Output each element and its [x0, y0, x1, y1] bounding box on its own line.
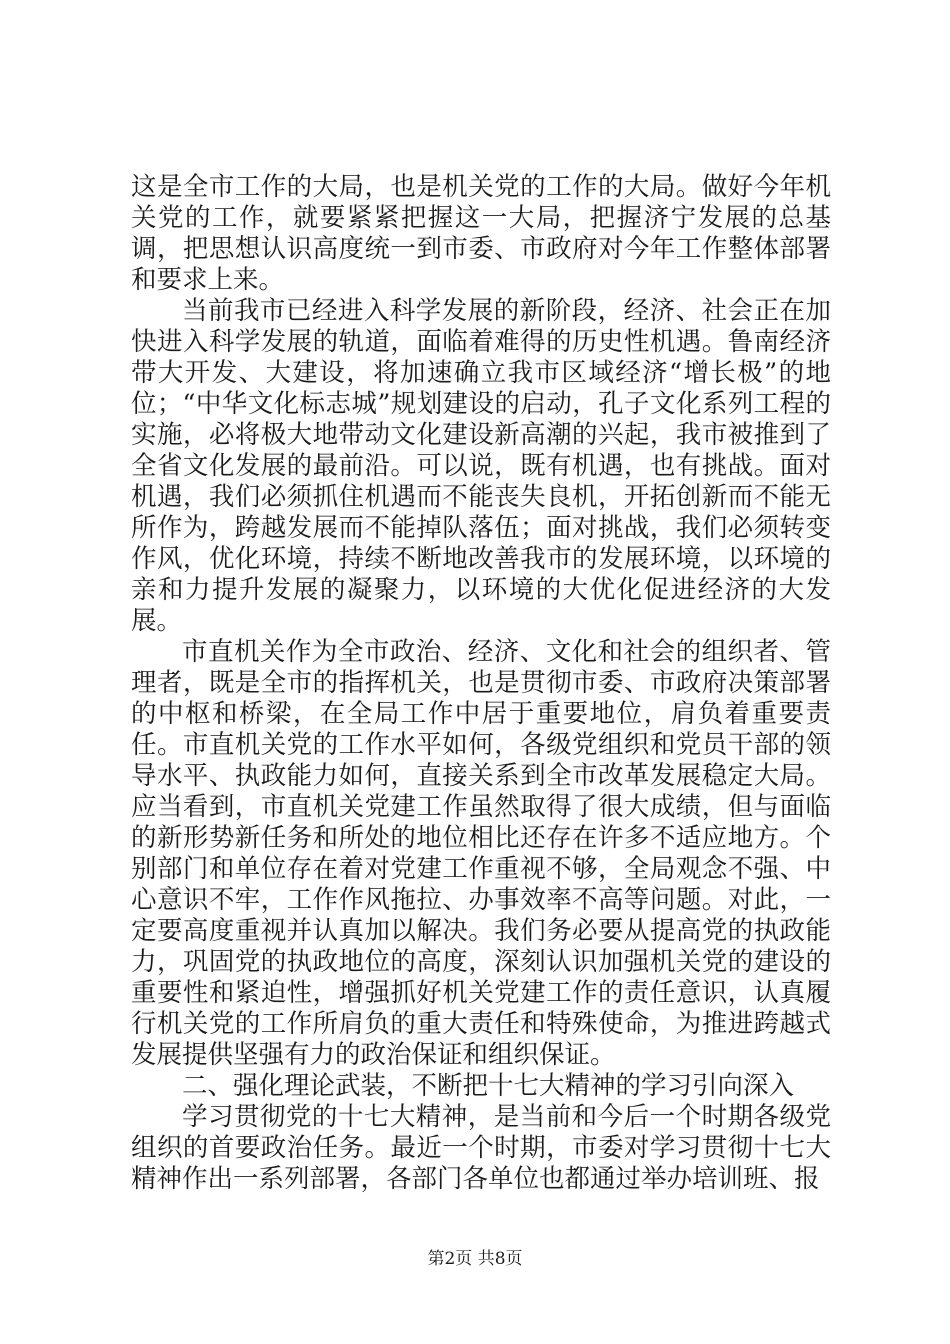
- paragraph-1: 这是全市工作的大局，也是机关党的工作的大局。做好今年机关党的工作，就要紧紧把握这一大局，把握济宁发展的总基调，把思想认识高度统一到市委、市政府对今年工作整体部署和要求上来。: [131, 172, 831, 295]
- paragraph-3: 市直机关作为全市政治、经济、文化和社会的组织者、管理者，既是全市的指挥机关，也是贯彻市委、市政府决策部署的中枢和桥梁，在全局工作中居于重要地位，肩负着重要责任。市直机关党的工作水平如何，各级党组织和党员干部的领导水平、执政能力如何，直接关系到全市改革发展稳定大局。应当看到，市直机关党建工作虽然取得了很大成绩，但与面临的新形势新任务和所处的地位相比还存在许多不适应地方。个别部门和单位存在着对党建工作重视不够，全局观念不强、中心意识不牢，工作作风拖拉、办事效率不高等问题。对此，一定要高度重视并认真加以解决。我们务必要从提高党的执政能力，巩固党的执政地位的高度，深刻认识加强机关党的建设的重要性和紧迫性，增强抓好机关党建工作的责任意识，认真履行机关党的工作所肩负的重大责任和特殊使命，为推进跨越式发展提供坚强有力的政治保证和组织保证。: [131, 637, 831, 1070]
- document-body: [131, 172, 831, 1195]
- paragraph-4: 学习贯彻党的十七大精神，是当前和今后一个时期各级党组织的首要政治任务。最近一个时期，市委对学习贯彻十七大精神作出一系列部署，各部门各单位也都通过举办培训班、报: [131, 1102, 831, 1194]
- section-heading: 二、强化理论武装，不断把十七大精神的学习引向深入: [182, 1071, 795, 1101]
- page-footer: 第2页 共8页: [427, 1249, 523, 1269]
- paragraph-2: 当前我市已经进入科学发展的新阶段，经济、社会正在加快进入科学发展的轨道，面临着难得的历史性机遇。鲁南经济带大开发、大建设，将加速确立我市区域经济“增长极”的地位；“中华文化标志城”规划建设的启动，孔子文化系列工程的实施，必将极大地带动文化建设新高潮的兴起，我市被推到了全省文化发展的最前沿。可以说，既有机遇，也有挑战。面对机遇，我们必须抓住机遇而不能丧失良机，开拓创新而不能无所作为，跨越发展而不能掉队落伍；面对挑战，我们必须转变作风，优化环境，持续不断地改善我市的发展环境，以环境的亲和力提升发展的凝聚力，以环境的大优化促进经济的大发展。: [131, 296, 831, 636]
